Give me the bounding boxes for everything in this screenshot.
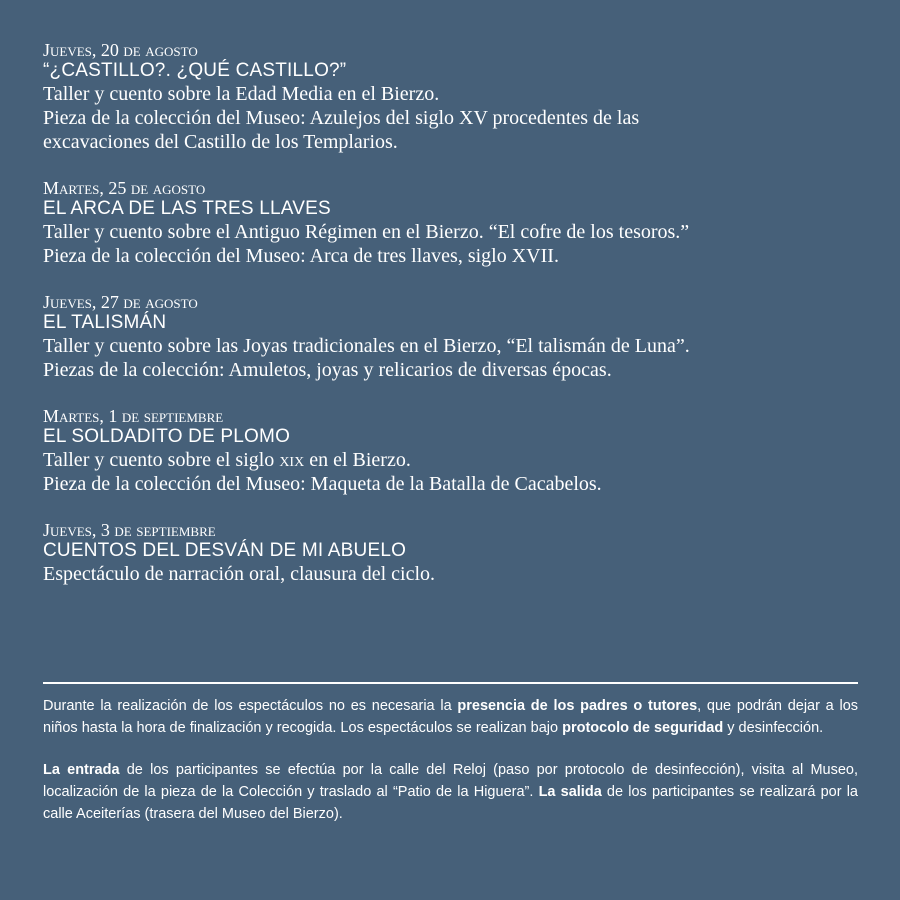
event-title: “¿CASTILLO?. ¿QUÉ CASTILLO?” xyxy=(43,60,347,81)
event-description: Taller y cuento sobre la Edad Media en el Bierzo. xyxy=(43,83,440,105)
event-description: Pieza de la colección del Museo: Arca de tres llaves, siglo XVII. xyxy=(43,245,559,267)
text-segment: Durante la realización de los espectáculos no es necesaria la xyxy=(43,698,458,714)
text-segment: Taller y cuento sobre el siglo xyxy=(43,449,280,471)
event-description: Taller y cuento sobre las Joyas tradicionales en el Bierzo, “El talismán de Luna”. xyxy=(43,335,690,357)
event-title: EL SOLDADITO DE PLOMO xyxy=(43,426,291,447)
text-segment: y desinfección. xyxy=(723,720,824,736)
event-description: Pieza de la colección del Museo: Azulejos del siglo XV procedentes de las xyxy=(43,107,640,129)
text-segment: en el Bierzo. xyxy=(304,449,411,471)
event-description: Piezas de la colección: Amuletos, joyas y relicarios de diversas épocas. xyxy=(43,359,612,381)
event-date: Jueves, 3 de septiembre xyxy=(43,520,216,540)
event-item xyxy=(43,178,858,268)
event-date: Jueves, 27 de agosto xyxy=(43,292,198,312)
event-date: Jueves, 20 de agosto xyxy=(43,40,198,60)
event-title: EL TALISMÁN xyxy=(43,312,167,333)
event-description: excavaciones del Castillo de los Templarios. xyxy=(43,131,398,153)
event-description: Espectáculo de narración oral, clausura del ciclo. xyxy=(43,563,436,585)
notes-paragraph xyxy=(43,759,858,825)
event-item xyxy=(43,40,858,154)
event-description: Pieza de la colección del Museo: Maqueta de la Batalla de Cacabelos. xyxy=(43,473,602,495)
event-description xyxy=(43,448,858,472)
event-item xyxy=(43,406,858,496)
bold-text: La entrada xyxy=(43,762,120,778)
bold-text: La salida xyxy=(538,784,602,800)
bold-text: presencia de los padres o tutores xyxy=(457,698,698,714)
century-numeral: xix xyxy=(279,449,305,471)
event-list xyxy=(43,40,858,610)
notes-section xyxy=(43,695,858,845)
event-date: Martes, 1 de septiembre xyxy=(43,406,224,426)
event-item xyxy=(43,292,858,382)
text-segment: , que podrán dejar a los niños hasta la hora de finalización y recogida. Los espectáculos se realizan bajo xyxy=(43,698,859,736)
event-date: Martes, 25 de agosto xyxy=(43,178,206,198)
bold-text: protocolo de seguridad xyxy=(562,720,724,736)
event-description: Taller y cuento sobre el Antiguo Régimen en el Bierzo. “El cofre de los tesoros.” xyxy=(43,221,690,243)
notes-paragraph xyxy=(43,695,858,739)
text-segment: de los participantes se realizará por la calle Aceiterías (trasera del Museo del Bierzo). xyxy=(43,784,858,822)
text-segment: de los participantes se efectúa por la calle del Reloj (paso por protocolo de desinfección), visita al Museo, localización de la pieza de la Colección y traslado al “Patio de la Higuera”. xyxy=(43,762,858,800)
event-title: CUENTOS DEL DESVÁN DE MI ABUELO xyxy=(43,540,407,561)
event-item xyxy=(43,520,858,586)
divider xyxy=(43,682,858,684)
event-title: EL ARCA DE LAS TRES LLAVES xyxy=(43,198,331,219)
